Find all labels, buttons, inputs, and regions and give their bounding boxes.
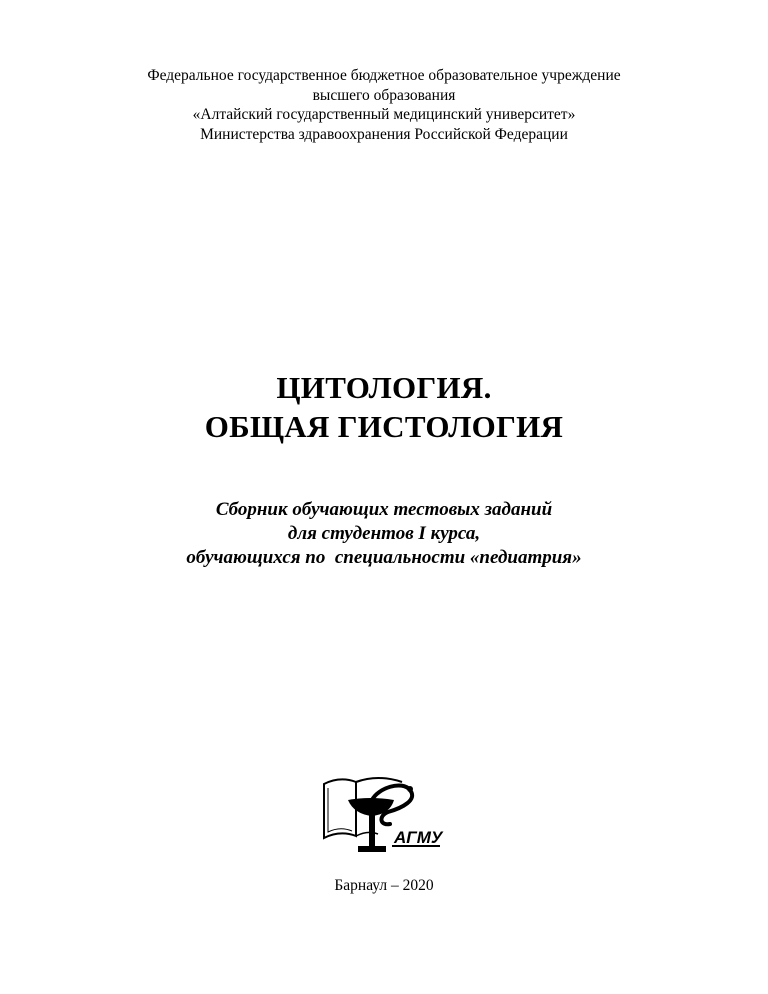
- document-title: [0, 368, 768, 446]
- title-line: ЦИТОЛОГИЯ.: [276, 370, 492, 405]
- subtitle-line: для студентов I курса,: [287, 523, 481, 544]
- logo-text: АГМУ: [394, 828, 443, 847]
- header-line: высшего образования: [312, 86, 456, 104]
- header-line: Министерства здравоохранения Российской Федерации: [200, 125, 568, 143]
- place-year: Барнаул – 2020: [334, 877, 434, 894]
- title-line: ОБЩАЯ ГИСТОЛОГИЯ: [204, 409, 564, 444]
- document-subtitle: [0, 498, 768, 570]
- agmu-logo-icon: [318, 770, 446, 860]
- header-line: Федеральное государственное бюджетное образовательное учреждение: [147, 67, 621, 84]
- subtitle-line: Сборник обучающих тестовых заданий: [215, 499, 553, 520]
- institution-header: [0, 66, 768, 144]
- subtitle-line: обучающихся по специальности «педиатрия»: [186, 547, 582, 568]
- header-line: «Алтайский государственный медицинский университет»: [192, 106, 576, 123]
